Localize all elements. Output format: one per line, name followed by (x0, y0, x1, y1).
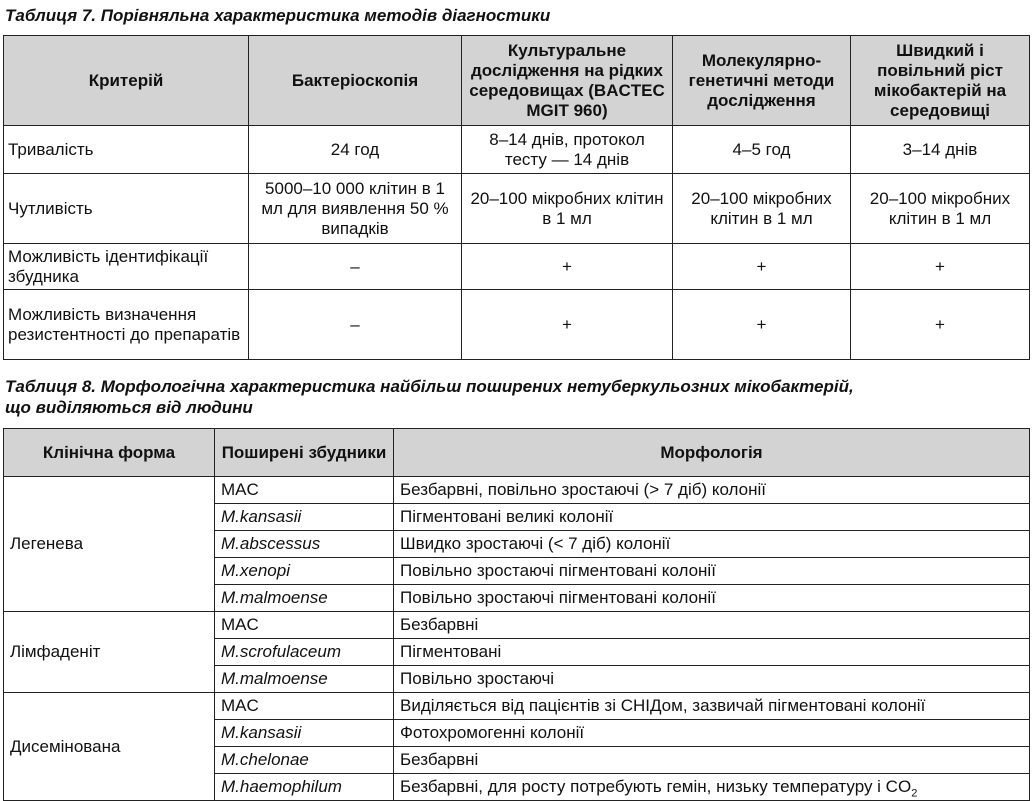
table7-criterion-cell: Чутливість (4, 174, 249, 244)
table7-value-cell: 8–14 днів, протокол тесту — 14 днів (462, 126, 673, 174)
table8-pathogen-cell: M.scrofulaceum (215, 639, 394, 666)
table8-morphology-cell: Повільно зростаючі пігментовані колонії (394, 585, 1030, 612)
table8-morphology-cell: Безбарвні (394, 747, 1030, 774)
table-row (4, 477, 1030, 504)
table8-pathogen-cell: M.kansasii (215, 720, 394, 747)
table8-pathogen-cell: M.haemophilum (215, 774, 394, 801)
table7-value-cell: + (673, 244, 851, 290)
table7-criterion-cell: Тривалість (4, 126, 249, 174)
table7-header-growth: Швидкий і повільний ріст мікобактерій на середовищі (851, 36, 1030, 126)
table7-value-cell: + (851, 290, 1030, 360)
table7-value-cell: 20–100 мікробних клітин в 1 мл (462, 174, 673, 244)
table7-value-cell: – (249, 244, 462, 290)
table7-value-cell: 5000–10 000 клітин в 1 мл для виявлення 50 % випадків (249, 174, 462, 244)
table7-header-culture: Культуральне дослідження на рідких середовищах (BACTEC MGIT 960) (462, 36, 673, 126)
table8-pathogen-cell: MAC (215, 612, 394, 639)
table8-caption-line1: Таблиця 8. Морфологічна характеристика найбільш поширених нетуберкульозних мікобактерій, (5, 377, 854, 396)
table8-morphology-cell: Пігментовані великі колонії (394, 504, 1030, 531)
table-row (4, 126, 1030, 174)
table8-pathogen-cell: MAC (215, 693, 394, 720)
table8-caption (5, 376, 854, 418)
table7-value-cell: 3–14 днів (851, 126, 1030, 174)
table8-morphology-cell: Виділяється від пацієнтів зі СНІДом, зазвичай пігментовані колонії (394, 693, 1030, 720)
table8-pathogen-cell: M.malmoense (215, 585, 394, 612)
table8-header-morphology: Морфологія (394, 429, 1030, 477)
co2-subscript: 2 (911, 787, 918, 800)
table-row (4, 174, 1030, 244)
table7-value-cell: + (673, 290, 851, 360)
table7-header-bacterioscopy: Бактеріоскопія (249, 36, 462, 126)
table7-value-cell: + (462, 290, 673, 360)
table-row (4, 693, 1030, 720)
table8-pathogen-cell: M.malmoense (215, 666, 394, 693)
table8-morphology-cell: Безбарвні (394, 612, 1030, 639)
table8-pathogen-cell: M.xenopi (215, 558, 394, 585)
table8-header-pathogens: Поширені збудники (215, 429, 394, 477)
table8-pathogen-cell: M.abscessus (215, 531, 394, 558)
table8-pathogen-cell: M.kansasii (215, 504, 394, 531)
table7-criterion-cell: Можливість ідентифікації збудника (4, 244, 249, 290)
table8-morphology-cell: Повільно зростаючі (394, 666, 1030, 693)
table8-morphology-cell: Повільно зростаючі пігментовані колонії (394, 558, 1030, 585)
table7-value-cell: + (462, 244, 673, 290)
table8-form-cell: Дисемінована (4, 693, 215, 801)
morphology-text: Безбарвні, для росту потребують гемін, низьку температуру і CO (400, 777, 912, 796)
table8-caption-line2: що виділяються від людини (5, 398, 253, 417)
table8-morphology-cell: Безбарвні, повільно зростаючі (> 7 діб) колонії (394, 477, 1030, 504)
table7-value-cell: 20–100 мікробних клітин в 1 мл (673, 174, 851, 244)
table7-header-criterion: Критерій (4, 36, 249, 126)
table8-form-cell: Лімфаденіт (4, 612, 215, 693)
table-row (4, 244, 1030, 290)
table7-value-cell: 4–5 год (673, 126, 851, 174)
table7-value-cell: 24 год (249, 126, 462, 174)
table8-header-clinical-form: Клінічна форма (4, 429, 215, 477)
table7-value-cell: – (249, 290, 462, 360)
table8-pathogen-cell: M.chelonae (215, 747, 394, 774)
table-row (4, 612, 1030, 639)
table7-value-cell: 20–100 мікробних клітин в 1 мл (851, 174, 1030, 244)
table8-morphology-cell: Швидко зростаючі (< 7 діб) колонії (394, 531, 1030, 558)
table-row (4, 290, 1030, 360)
table7-value-cell: + (851, 244, 1030, 290)
table7-caption: Таблиця 7. Порівняльна характеристика методів діагностики (5, 6, 551, 25)
table7-header-molecular: Молекулярно-генетичні методи дослідження (673, 36, 851, 126)
table8-pathogen-cell: MAC (215, 477, 394, 504)
table8-morphology-cell: Фотохромогенні колонії (394, 720, 1030, 747)
table7-criterion-cell: Можливість визначення резистентності до препаратів (4, 290, 249, 360)
table8-morphology (3, 428, 1030, 801)
table8-form-cell: Легенева (4, 477, 215, 612)
table7-comparison (3, 35, 1030, 360)
table8-morphology-cell (394, 774, 1030, 801)
table8-morphology-cell: Пігментовані (394, 639, 1030, 666)
